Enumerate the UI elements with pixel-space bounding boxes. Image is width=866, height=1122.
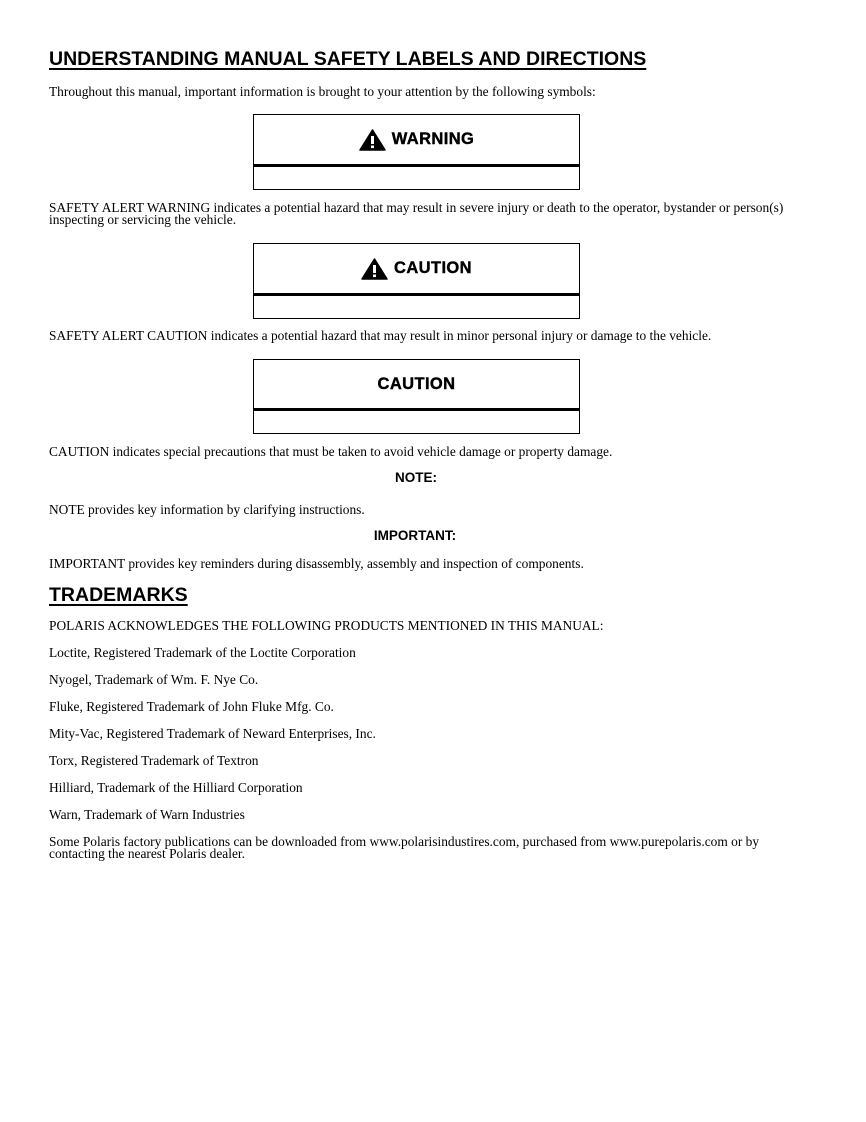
intro-text: Throughout this manual, important information is brought to your attention by the following symbols:: [49, 84, 596, 99]
warning-label-box: [253, 114, 580, 190]
trademark-item: Warn, Trademark of Warn Industries: [49, 807, 245, 822]
important-description: IMPORTANT provides key reminders during disassembly, assembly and inspection of components.: [49, 556, 584, 571]
warning-signal-word: WARNING: [391, 130, 475, 148]
trademarks-intro: POLARIS ACKNOWLEDGES THE FOLLOWING PRODUCTS MENTIONED IN THIS MANUAL:: [49, 618, 604, 633]
trademark-item: Mity-Vac, Registered Trademark of Neward Enterprises, Inc.: [49, 726, 376, 741]
trademark-item: Fluke, Registered Trademark of John Fluke Mfg. Co.: [49, 699, 334, 714]
important-heading: IMPORTANT:: [373, 528, 457, 543]
trademark-item: Torx, Registered Trademark of Textron: [49, 753, 259, 768]
warning-description: SAFETY ALERT WARNING indicates a potential hazard that may result in severe injury or death to the operator, bystander or person(s) inspecting or servicing the vehicle.: [49, 200, 784, 227]
note-description: NOTE provides key information by clarifying instructions.: [49, 502, 365, 517]
caution-signal-word: CAUTION: [377, 374, 456, 393]
alert-triangle-icon: [359, 129, 386, 151]
caution-label-box: [253, 359, 580, 434]
caution-alert-label-box: [253, 243, 580, 319]
trademark-item: Loctite, Registered Trademark of the Loctite Corporation: [49, 645, 356, 660]
caution-description: CAUTION indicates special precautions that must be taken to avoid vehicle damage or property damage.: [49, 444, 613, 459]
caution-alert-description: SAFETY ALERT CAUTION indicates a potential hazard that may result in minor personal injury or damage to the vehicle.: [49, 328, 712, 343]
note-heading: NOTE:: [395, 470, 437, 485]
section-title-safety-labels: UNDERSTANDING MANUAL SAFETY LABELS AND DIRECTIONS: [49, 48, 647, 70]
trademark-item: Hilliard, Trademark of the Hilliard Corporation: [49, 780, 303, 795]
trademark-item: Nyogel, Trademark of Wm. F. Nye Co.: [49, 672, 259, 687]
alert-triangle-icon: [361, 258, 388, 280]
section-title-trademarks: TRADEMARKS: [49, 584, 188, 606]
publications-footer-text: Some Polaris factory publications can be downloaded from www.polarisindustires.com, purchased from www.purepolaris.com or by contacting the nearest Polaris dealer.: [49, 834, 760, 861]
caution-alert-signal-word: CAUTION: [394, 259, 472, 277]
